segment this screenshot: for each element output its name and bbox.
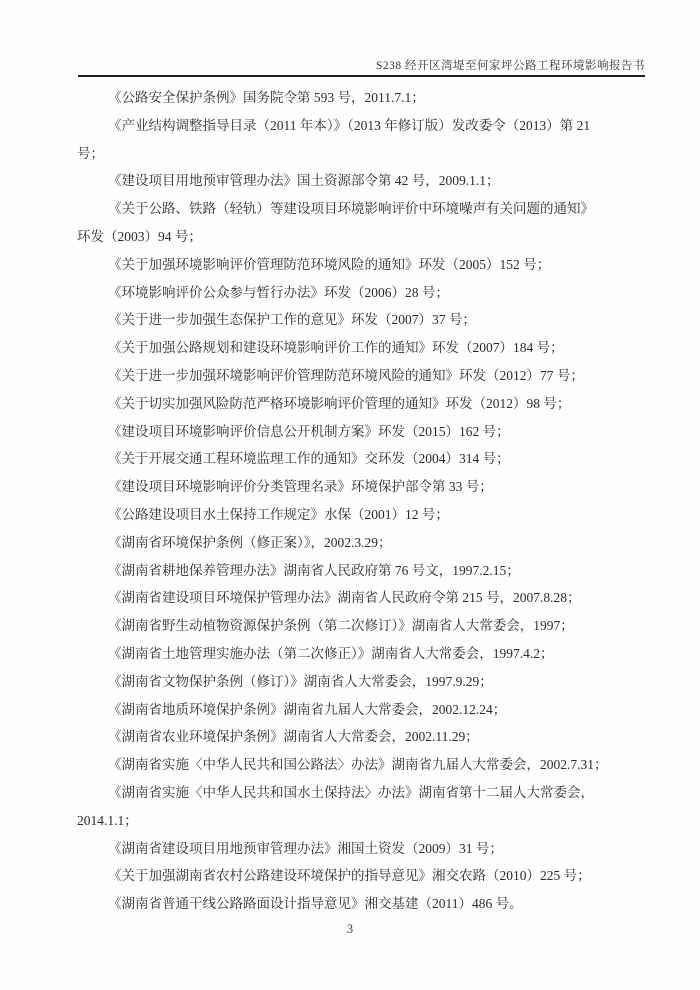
text-line: 《湖南省普通干线公路路面设计指导意见》湘交基建（2011）486 号。 bbox=[108, 896, 523, 912]
text-line: 《关于公路、铁路（轻轨）等建设项目环境影响评价中环境噪声有关问题的通知》 bbox=[108, 201, 594, 217]
text-line: 《湖南省耕地保养管理办法》湖南省人民政府第 76 号文，1997.2.15； bbox=[108, 562, 520, 578]
text-line: 《关于进一步加强生态保护工作的意见》环发（2007）37 号； bbox=[108, 312, 476, 328]
page-number: 3 bbox=[346, 922, 354, 936]
text-line: 《湖南省文物保护条例（修订）》湖南省人大常委会，1997.9.29； bbox=[108, 673, 493, 689]
header-rule bbox=[78, 75, 645, 77]
text-line: 《湖南省建设项目用地预审管理办法》湘国土资发（2009）31 号； bbox=[108, 840, 503, 856]
page-header-title: S238 经开区湾堤至何家坪公路工程环境影响报告书 bbox=[375, 60, 645, 72]
text-line: 《湖南省实施〈中华人民共和国水土保持法〉办法》湖南省第十二届人大常委会， bbox=[108, 784, 594, 800]
text-line: 《湖南省实施〈中华人民共和国公路法〉办法》湖南省九届人大常委会，2002.7.31； bbox=[108, 757, 608, 773]
text-line: 《关于加强公路规划和建设环境影响评价工作的通知》环发（2007）184 号； bbox=[108, 340, 564, 356]
text-line: 《湖南省农业环境保护条例》湖南省人大常委会，2002.11.29； bbox=[108, 729, 479, 745]
text-line: 《湖南省地质环境保护条例》湖南省九届人大常委会，2002.12.24； bbox=[108, 701, 507, 717]
text-line: 《湖南省土地管理实施办法（第二次修正）》湖南省人大常委会，1997.4.2； bbox=[108, 645, 554, 661]
text-line: 《公路建设项目水土保持工作规定》水保（2001）12 号； bbox=[108, 506, 449, 522]
text-line: 《产业结构调整指导目录（2011 年本）》（2013 年修订版）发改委令（2013）第 21 bbox=[108, 117, 591, 133]
text-line: 号； bbox=[77, 145, 104, 161]
text-line: 《关于加强湖南省农村公路建设环境保护的指导意见》湘交农路（2010）225 号； bbox=[108, 868, 591, 884]
text-line: 《湖南省环境保护条例（修正案）》，2002.3.29； bbox=[108, 534, 392, 550]
text-line: 《湖南省野生动植物资源保护条例（第二次修订）》湖南省人大常委会，1997； bbox=[108, 618, 574, 634]
text-line: 《建设项目环境影响评价分类管理名录》环境保护部令第 33 号； bbox=[108, 479, 493, 495]
text-line: 《环境影响评价公众参与暂行办法》环发（2006）28 号； bbox=[108, 284, 449, 300]
text-line: 2014.1.1； bbox=[77, 812, 138, 828]
text-line: 环发（2003）94 号； bbox=[77, 228, 202, 244]
text-line: 《关于加强环境影响评价管理防范环境风险的通知》环发（2005）152 号； bbox=[108, 256, 551, 272]
text-line: 《建设项目用地预审管理办法》国土资源部令第 42 号，2009.1.1； bbox=[108, 173, 500, 189]
text-line: 《关于开展交通工程环境监理工作的通知》交环发（2004）314 号； bbox=[108, 451, 510, 467]
text-line: 《关于切实加强风险防范严格环境影响评价管理的通知》环发（2012）98 号； bbox=[108, 395, 571, 411]
document-body bbox=[77, 84, 645, 918]
text-line: 《建设项目环境影响评价信息公开机制方案》环发（2015）162 号； bbox=[108, 423, 510, 439]
text-line: 《湖南省建设项目环境保护管理办法》湖南省人民政府令第 215 号，2007.8.28； bbox=[108, 590, 581, 606]
text-line: 《公路安全保护条例》国务院令第 593 号，2011.7.1； bbox=[108, 90, 425, 105]
text-line: 《关于进一步加强环境影响评价管理防范环境风险的通知》环发（2012）77 号； bbox=[108, 367, 584, 383]
